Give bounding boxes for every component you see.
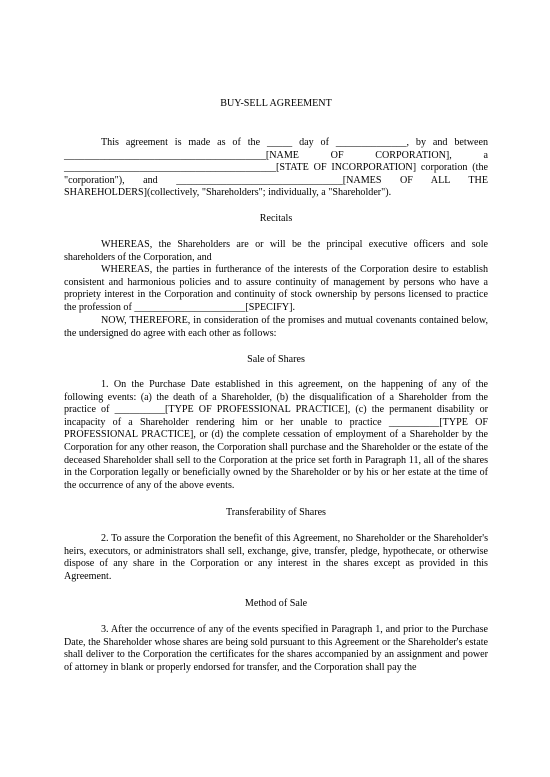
sale-of-shares-paragraph: 1. On the Purchase Date established in this agreement, on the happening of any of the following events: (a) the death of a Shareholder, (b) the disqualification of a Shareholder from the practice of __________[TYPE OF PROFESSIONAL PRACTICE], (c) the permanent disability or incapacity of a Shareholder rendering him or her unable to practice __________[TYPE OF PROFESSIONAL PRACTICE], or (d) the complete cessation of employment of a Shareholder by the Corporation for any other reason, the Corporation shall purchase and the Shareholder or the estate of the deceased Shareholder shall sell to the Corporation at the price set forth in Paragraph 11, all of the shares in the Corporation legally or beneficially owned by the Shareholder or by his or her estate at the time of the occurrence of any of the above events. xyxy=(64,379,488,491)
method-of-sale-heading: Method of Sale xyxy=(244,598,308,609)
document-title: BUY-SELL AGREEMENT xyxy=(220,98,332,109)
recital-2-paragraph: WHEREAS, the parties in furtherance of the interests of the Corporation desire to establish consistent and harmonious policies and to assure continuity of management by persons who have a propriety interest in the Corporation and continuity of stock ownership by persons licensed to practice the profession of ______________________[SPECIFY]. xyxy=(64,264,488,313)
sale-of-shares-heading: Sale of Shares xyxy=(247,354,305,365)
transferability-heading: Transferability of Shares xyxy=(226,507,326,518)
recital-3-paragraph: NOW, THEREFORE, in consideration of the promises and mutual covenants contained below, the undersigned do agree with each other as follows: xyxy=(64,315,488,339)
recital-1-paragraph: WHEREAS, the Shareholders are or will be the principal executive officers and sole shareholders of the Corporation, and xyxy=(64,239,488,263)
intro-paragraph: This agreement is made as of the _____ day of ______________, by and between ________________________________________[NAME OF CORPORATION], a __________________________________________[STATE OF INCORPORATION] corporation (the "corporation"), and _________________________________[NAMES OF ALL THE SHAREHOLDERS](collectively, "Shareholders"; individually, a "Shareholder"). xyxy=(64,137,488,199)
recitals-heading: Recitals xyxy=(259,213,293,224)
transferability-paragraph: 2. To assure the Corporation the benefit of this Agreement, no Shareholder or the Shareholder's heirs, executors, or administrators shall sell, exchange, give, transfer, pledge, hypothecate, or otherwise dispose of any share in the Corporation or any interest in the shares except as provided in this Agreement. xyxy=(64,533,488,582)
method-of-sale-paragraph: 3. After the occurrence of any of the events specified in Paragraph 1, and prior to the Purchase Date, the Shareholder whose shares are being sold pursuant to this Agreement or the Shareholder's estate shall deliver to the Corporation the certificates for the shares accompanied by an assignment and power of attorney in blank or properly endorsed for transfer, and the Corporation shall pay the xyxy=(64,624,488,673)
